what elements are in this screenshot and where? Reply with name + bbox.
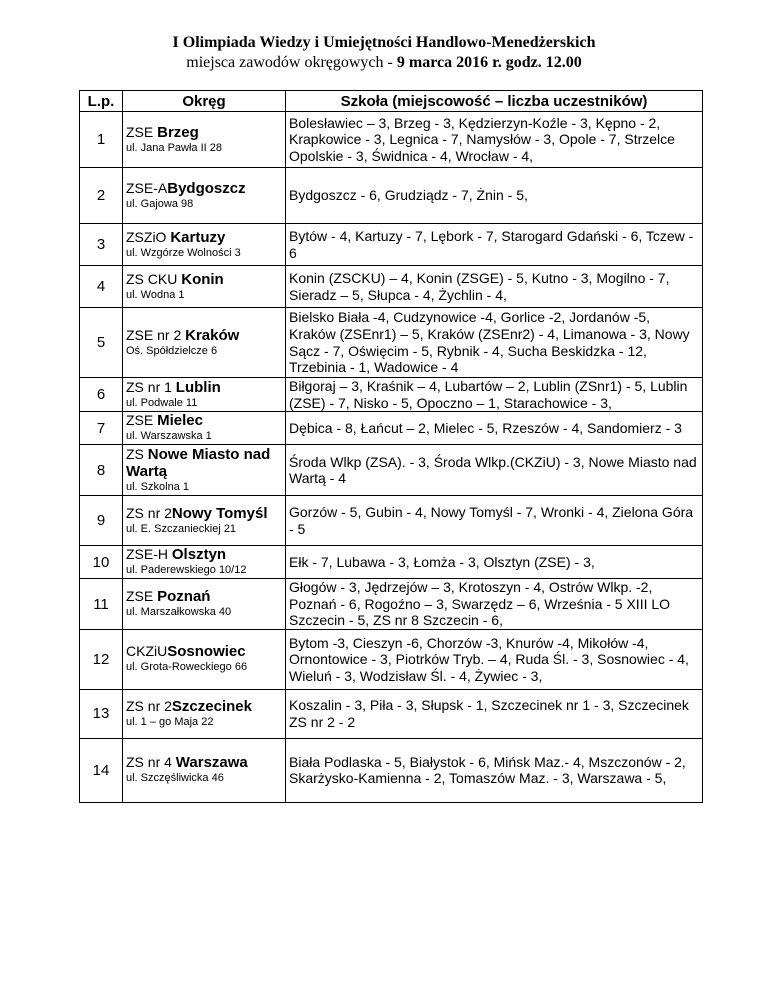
district-city: Konin — [181, 270, 224, 288]
subtitle-prefix: miejsca zawodów okręgowych - — [186, 54, 397, 71]
row-number: 9 — [80, 496, 123, 546]
district-prefix: ZSE — [126, 588, 158, 605]
header-okreg: Okręg — [123, 91, 286, 112]
district-cell — [123, 308, 286, 378]
schools-cell: Dębica - 8, Łańcut – 2, Mielec - 5, Rzeszów - 4, Sandomierz - 3 — [286, 412, 703, 445]
district-name — [126, 698, 285, 715]
header-lp: L.p. — [80, 91, 123, 112]
district-prefix: ZSE-A — [126, 179, 168, 196]
district-name — [126, 180, 285, 197]
district-cell — [123, 412, 286, 445]
district-city: Szczecinek — [171, 697, 252, 715]
schools-cell: Bielsko Biała -4, Cudzynowice -4, Gorlice -2, Jordanów -5, Kraków (ZSEnr1) – 5, Kraków (ZSEnr2) - 4, Limanowa - 3, Nowy Sącz - 7, Oświęcim - 5, Rybnik - 4, Sucha Beskidzka - 12, Trzebinia - 1, Wadowice - 4 — [286, 308, 703, 378]
schools-cell: Bydgoszcz - 6, Grudziądz - 7, Żnin - 5, — [286, 168, 703, 224]
district-prefix: ZSE-H — [126, 546, 172, 563]
table-row — [80, 308, 703, 378]
district-prefix: ZSE — [126, 412, 158, 429]
district-address: ul. Szczęśliwicka 46 — [126, 772, 224, 785]
district-name — [126, 643, 285, 660]
district-address: ul. Paderewskiego 10/12 — [126, 564, 247, 577]
table-row — [80, 378, 703, 412]
district-cell — [123, 496, 286, 546]
row-number: 10 — [80, 546, 123, 579]
row-number: 12 — [80, 629, 123, 689]
district-city: Brzeg — [157, 123, 199, 141]
district-cell — [123, 266, 286, 308]
district-name — [126, 546, 285, 563]
table-row — [80, 445, 703, 496]
schools-cell: Ełk - 7, Lubawa - 3, Łomża - 3, Olsztyn (ZSE) - 3, — [286, 546, 703, 579]
district-address: ul. Marszałkowska 40 — [126, 606, 232, 619]
table-row — [80, 629, 703, 689]
district-cell — [123, 738, 286, 802]
schools-cell: Bytów - 4, Kartuzy - 7, Lębork - 7, Starogard Gdański - 6, Tczew - 6 — [286, 224, 703, 266]
district-name — [126, 271, 285, 288]
document-subtitle — [0, 54, 768, 72]
table-row — [80, 412, 703, 445]
district-city: Nowe Miasto nad Wartą — [126, 445, 271, 480]
row-number: 2 — [80, 168, 123, 224]
header-szkola — [286, 91, 703, 112]
table-row — [80, 112, 703, 168]
district-name — [126, 379, 285, 396]
district-cell — [123, 445, 286, 496]
district-city: Bydgoszcz — [167, 179, 246, 197]
district-prefix: ZSE nr 2 — [126, 326, 186, 343]
schools-cell: Bolesławiec – 3, Brzeg - 3, Kędzierzyn-Koźle - 3, Kępno - 2, Krapkowice - 3, Legnica - 7, Namysłów - 3, Opole - 7, Strzelce Opolskie - 3, Świdnica - 4, Wrocław - 4, — [286, 112, 703, 168]
schools-cell: Głogów - 3, Jędrzejów – 3, Krotoszyn - 4, Ostrów Wlkp. -2, Poznań - 6, Rogoźno – 3, Swarzędz – 6, Września - 5 XIII LO Szczecin - 5, ZS nr 8 Szczecin - 6, — [286, 579, 703, 630]
district-city: Sosnowiec — [167, 643, 246, 661]
row-number: 3 — [80, 224, 123, 266]
schools-cell: Konin (ZSCKU) – 4, Konin (ZSGE) - 5, Kutno - 3, Mogilno - 7, Sieradz – 5, Słupca - 4, Żychlin - 4, — [286, 266, 703, 308]
district-cell — [123, 579, 286, 630]
row-number: 8 — [80, 445, 123, 496]
row-number: 6 — [80, 378, 123, 412]
schools-cell: Biała Podlaska - 5, Białystok - 6, Mińsk Maz.- 4, Mszczonów - 2, Skarżysko-Kamienna - 2, Tomaszów Maz. - 3, Warszawa - 5, — [286, 738, 703, 802]
district-name — [126, 229, 285, 246]
document-title: I Olimpiada Wiedzy i Umiejętności Handlowo-Menedżerskich — [172, 34, 596, 51]
district-name — [126, 446, 285, 480]
district-address: ul. Wodna 1 — [126, 288, 185, 301]
district-address: Oś. Spółdzielcze 6 — [126, 344, 218, 357]
row-number: 7 — [80, 412, 123, 445]
district-address: ul. Gajowa 98 — [126, 197, 194, 210]
district-city: Kartuzy — [170, 228, 226, 246]
district-prefix: ZS nr 2 — [126, 697, 172, 714]
district-prefix: ZSE — [126, 123, 158, 140]
district-address: ul. Szkolna 1 — [126, 480, 189, 493]
table-row — [80, 266, 703, 308]
district-address: ul. Grota-Roweckiego 66 — [126, 661, 248, 674]
district-prefix: ZS — [126, 445, 148, 462]
district-cell — [123, 689, 286, 738]
district-city: Kraków — [185, 326, 240, 344]
district-cell — [123, 546, 286, 579]
district-prefix: ZSZiO — [126, 228, 171, 245]
district-city: Lublin — [175, 378, 221, 396]
district-name — [126, 412, 285, 429]
row-number: 4 — [80, 266, 123, 308]
district-prefix: ZS CKU — [126, 270, 182, 287]
district-cell — [123, 378, 286, 412]
district-cell — [123, 224, 286, 266]
district-cell — [123, 112, 286, 168]
table-row — [80, 546, 703, 579]
district-prefix: ZS nr 2 — [126, 504, 172, 521]
row-number: 13 — [80, 689, 123, 738]
district-address: ul. Wzgórze Wolności 3 — [126, 246, 241, 259]
district-prefix: ZS nr 1 — [126, 378, 176, 395]
district-prefix: ZS nr 4 — [126, 754, 176, 771]
schools-cell: Bytom -3, Cieszyn -6, Chorzów -3, Knurów -4, Mikołów -4, Ornontowice - 3, Piotrków Tryb. – 4, Ruda Śl. - 3, Sosnowiec - 4, Wieluń - 3, Wodzisław Śl. - 4, Żywiec - 3, — [286, 629, 703, 689]
district-name — [126, 588, 285, 605]
row-number: 11 — [80, 579, 123, 630]
table-row — [80, 224, 703, 266]
district-address: ul. Jana Pawła II 28 — [126, 141, 223, 154]
district-address: ul. E. Szczanieckiej 21 — [126, 522, 237, 535]
district-name — [126, 327, 285, 344]
row-number: 5 — [80, 308, 123, 378]
schools-cell: Biłgoraj – 3, Kraśnik – 4, Lubartów – 2, Lublin (ZSnr1) - 5, Lublin (ZSE) - 7, Nisko - 5, Opoczno – 1, Starachowice - 3, — [286, 378, 703, 412]
header-szkola-bold: Szkoła — [340, 92, 389, 110]
table-row — [80, 168, 703, 224]
schools-cell: Środa Wlkp (ZSA). - 3, Środa Wlkp.(CKZiU) - 3, Nowe Miasto nad Wartą - 4 — [286, 445, 703, 496]
district-cell — [123, 168, 286, 224]
district-name — [126, 754, 285, 771]
table-row — [80, 496, 703, 546]
district-city: Olsztyn — [171, 546, 227, 564]
district-city: Warszawa — [175, 754, 248, 772]
district-city: Mielec — [157, 412, 203, 430]
venues-table — [79, 90, 703, 803]
schools-cell: Gorzów - 5, Gubin - 4, Nowy Tomyśl - 7, Wronki - 4, Zielona Góra - 5 — [286, 496, 703, 546]
district-name — [126, 505, 285, 522]
table-row — [80, 579, 703, 630]
table-header-row — [80, 91, 703, 112]
subtitle-date: 9 marca 2016 r. godz. 12.00 — [396, 54, 582, 71]
district-cell — [123, 629, 286, 689]
table-row — [80, 689, 703, 738]
district-city: Nowy Tomyśl — [171, 504, 268, 522]
row-number: 1 — [80, 112, 123, 168]
district-address: ul. Warszawska 1 — [126, 430, 212, 443]
row-number: 14 — [80, 738, 123, 802]
table-row — [80, 738, 703, 802]
district-name — [126, 124, 285, 141]
district-prefix: CKZiU — [126, 643, 168, 660]
district-address: ul. 1 – go Maja 22 — [126, 715, 214, 728]
district-city: Poznań — [157, 588, 211, 606]
header-szkola-rest: (miejscowość – liczba uczestników) — [388, 92, 648, 110]
schools-cell: Koszalin - 3, Piła - 3, Słupsk - 1, Szczecinek nr 1 - 3, Szczecinek ZS nr 2 - 2 — [286, 689, 703, 738]
district-address: ul. Podwale 11 — [126, 396, 198, 409]
